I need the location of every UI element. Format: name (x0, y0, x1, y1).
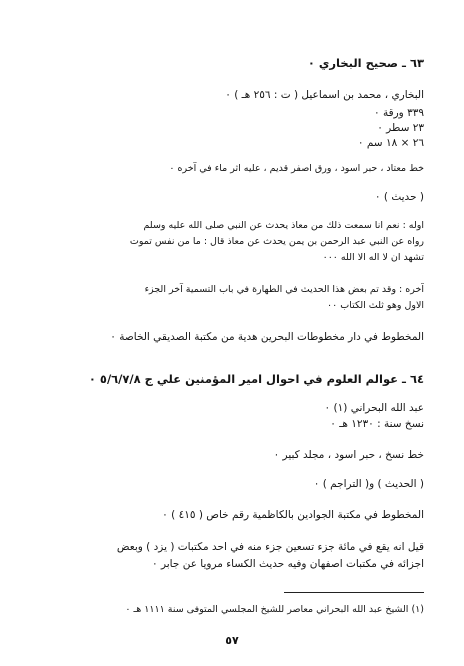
entry-63-opening-line-3: تشهد ان لا اله الا الله ٠٠٠ (322, 252, 424, 263)
entry-63-subject: ( حديث ) ٠ (374, 191, 424, 203)
entry-64-copied: نسخ سنة : ١٢٣٠ هـ ٠ (330, 418, 424, 430)
entry-63-opening-line-1: اوله : نعم انا سمعت ذلك من معاذ يحدث عن النبي صلى الله عليه وسلم (143, 220, 424, 231)
entry-63-ending-line-2: الاول وهو ثلث الكتاب ٠٠ (327, 300, 424, 311)
entry-63-ending-line-1: آخره : وقد تم بعض هذا الحديث في الطهارة في باب التسمية آخر الجزء (144, 284, 424, 295)
entry-63-heading: ٦٣ ـ صحيح البخاري ٠ (307, 56, 424, 70)
entry-63-dimensions: ٢٦ × ١٨ سم ٠ (357, 137, 424, 149)
entry-63-location: المخطوط في دار مخطوطات البحرين هدية من مكتبة الصديقي الخاصة ٠ (110, 331, 424, 343)
entry-63-opening-line-2: رواه عن النبي عبد الرحمن بن يمن يحدث عن معاذ قال : ما من نفس تموت (129, 236, 424, 247)
entry-64-location: المخطوط في مكتبة الجوادين بالكاظمية رقم خاص ( ٤١٥ ) ٠ (162, 509, 424, 521)
entry-64-note-line-2: اجزائه في مكتبات اصفهان وفيه حديث الكساء مرويا عن جابر ٠ (151, 558, 424, 570)
entry-64-author: عبد الله البحراني (١) ٠ (324, 402, 424, 414)
entry-64-subject: ( الحديث ) و( التراجم ) ٠ (313, 478, 424, 490)
entry-63-author: البخاري ، محمد بن اسماعيل ( ت : ٢٥٦ هـ ) ٠ (225, 89, 424, 101)
entry-63-folios: ٣٣٩ ورقة ٠ (373, 107, 424, 119)
page-number: ٥٧ (225, 634, 239, 647)
entry-64-note-line-1: قيل انه يقع في مائة جزء تسعين جزء منه في احد مكتبات ( يزد ) وبعض (116, 541, 424, 553)
footnote: (١) الشيخ عبد الله البحراني معاصر للشيخ المجلسي المتوفى سنة ١١١١ هـ ٠ (125, 604, 424, 615)
entry-63-description: خط معتاد ، حبر اسود ، ورق اصفر قديم ، عليه اثر ماء في آخره ٠ (169, 163, 424, 174)
entry-63-lines: ٢٣ سطر ٠ (377, 122, 424, 134)
entry-64-description: خط نسخ ، حبر اسود ، مجلد كبير ٠ (273, 449, 424, 461)
footnote-divider (284, 592, 424, 593)
entry-64-heading: ٦٤ ـ عوالم العلوم في احوال امير المؤمنين علي ج ٥/٦/٧/٨ ٠ (88, 372, 424, 386)
